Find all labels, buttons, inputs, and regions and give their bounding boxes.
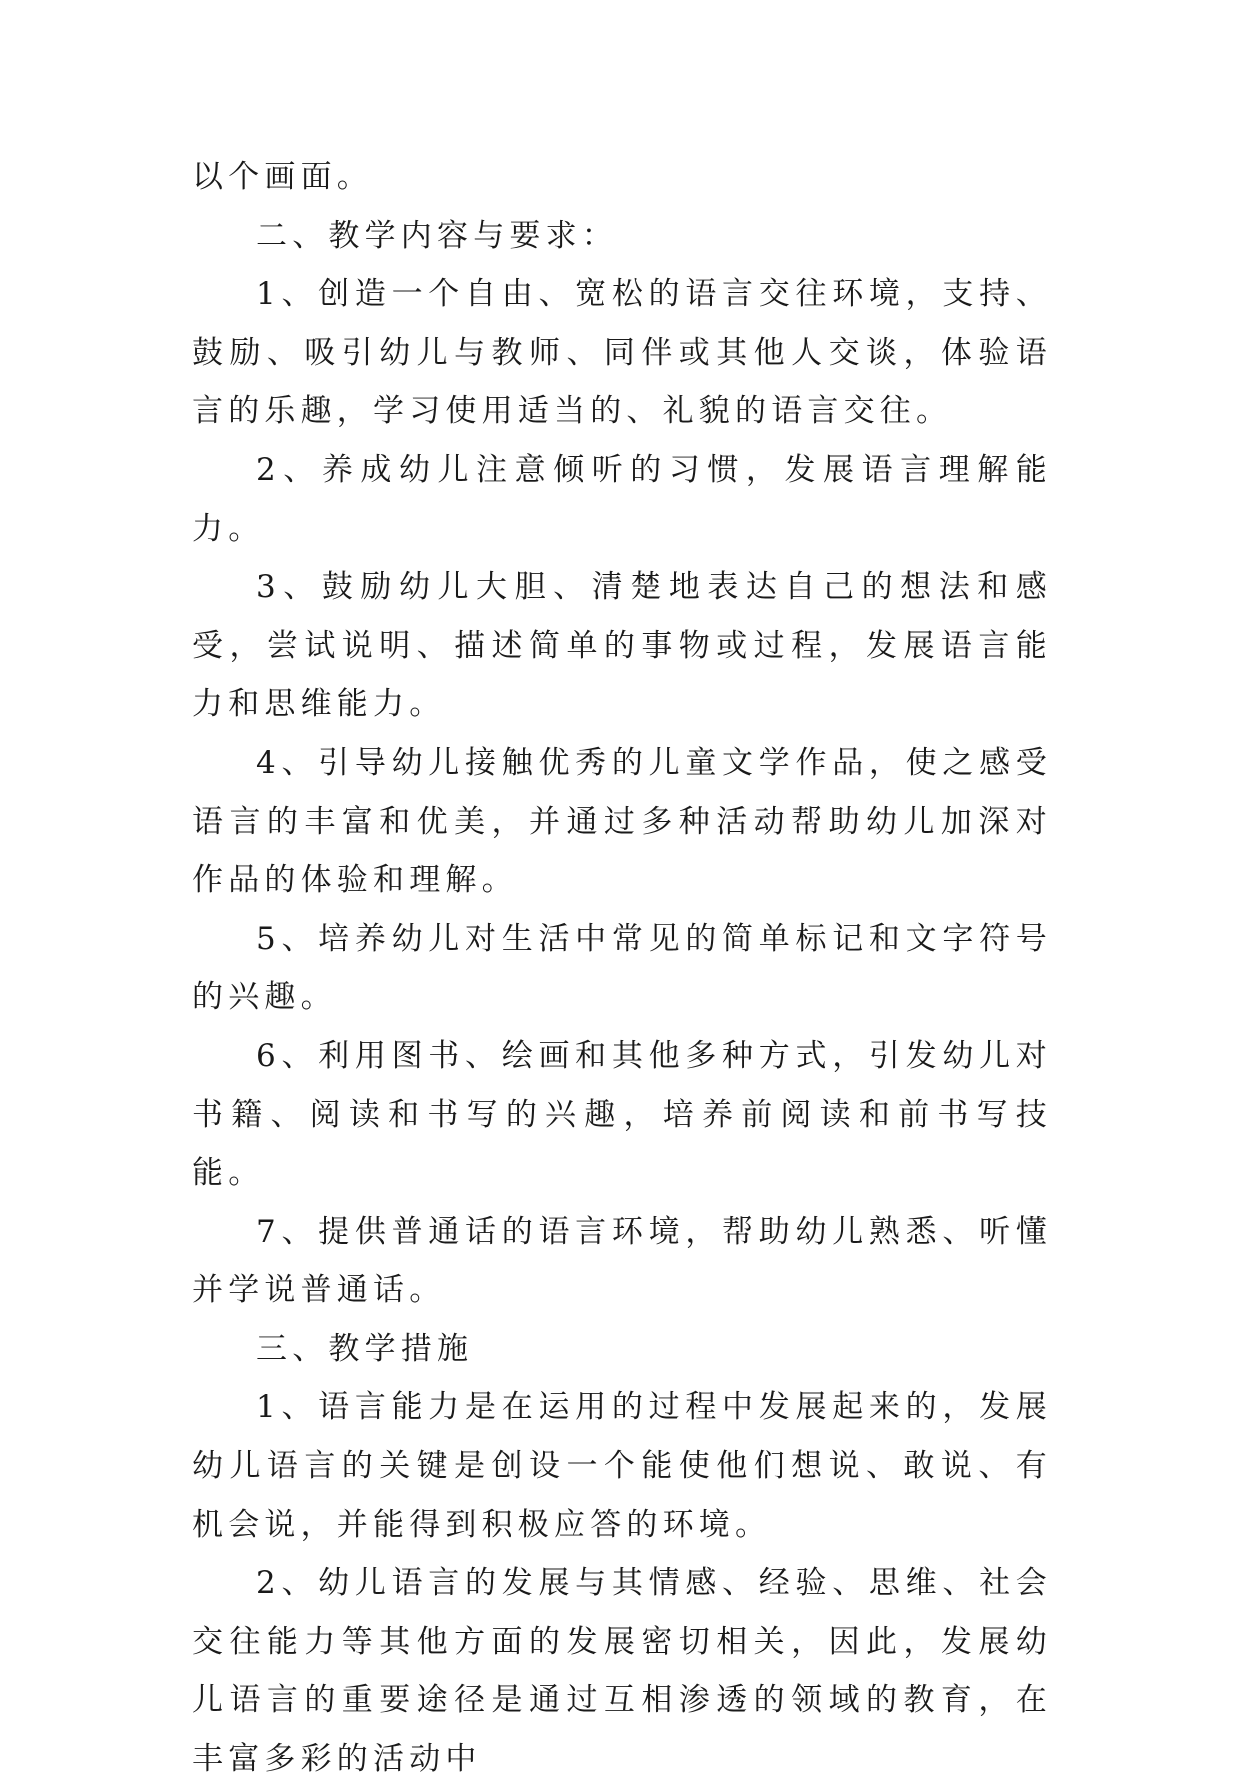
paragraph-measure-1: 1、语言能力是在运用的过程中发展起来的，发展幼儿语言的关键是创设一个能使他们想说、敢说、有机会说，并能得到积极应答的环境。 (192, 1389, 1052, 1543)
paragraph-measure-2: 2、幼儿语言的发展与其情感、经验、思维、社会交往能力等其他方面的发展密切相关，因此，发展幼儿语言的重要途径是通过互相渗透的领域的教育，在丰富多彩的活动中 (192, 1565, 1052, 1778)
paragraph-item-5: 5、培养幼儿对生活中常见的简单标记和文字符号的兴趣。 (192, 920, 1052, 1016)
paragraph-continuation: 以个画面。 (192, 159, 373, 195)
paragraph-item-7: 7、提供普通话的语言环境，帮助幼儿熟悉、听懂并学说普通话。 (192, 1213, 1052, 1309)
paragraph-item-3: 3、鼓励幼儿大胆、清楚地表达自己的想法和感受，尝试说明、描述简单的事物或过程，发展语言能力和思维能力。 (192, 569, 1052, 723)
paragraph-item-6: 6、利用图书、绘画和其他多种方式，引发幼儿对书籍、阅读和书写的兴趣，培养前阅读和前书写技能。 (192, 1037, 1052, 1192)
paragraph-item-2: 2、养成幼儿注意倾听的习惯，发展语言理解能力。 (192, 451, 1052, 547)
paragraph-item-1: 1、创造一个自由、宽松的语言交往环境，支持、鼓励、吸引幼儿与教师、同伴或其他人交谈，体验语言的乐趣，学习使用适当的、礼貌的语言交往。 (192, 276, 1052, 430)
document-body (192, 148, 1052, 1789)
section-heading-teaching-content: 二、教学内容与要求： (256, 217, 618, 254)
section-heading-teaching-measures: 三、教学措施 (256, 1330, 474, 1367)
paragraph-item-4: 4、引导幼儿接触优秀的儿童文学作品，使之感受语言的丰富和优美，并通过多种活动帮助幼儿加深对作品的体验和理解。 (192, 744, 1052, 899)
